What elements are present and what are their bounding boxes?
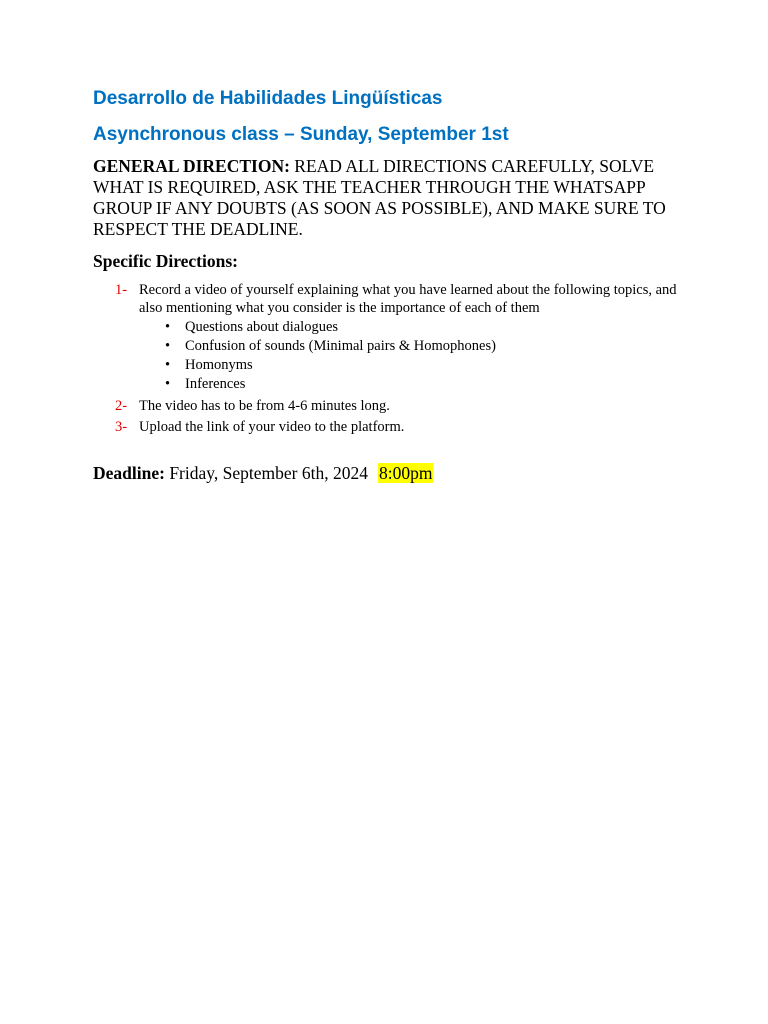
- step-number: 3-: [115, 419, 128, 435]
- general-direction-text: READ ALL DIRECTIONS CAREFULLY, SOLVE WHAT IS REQUIRED, ASK THE TEACHER THROUGH THE WHATSAPP GROUP IF ANY DOUBTS (AS SOON AS POSSIBLE), AND MAKE SURE TO RESPECT THE DEADLINE.: [93, 156, 666, 239]
- bullet-icon: •: [165, 338, 171, 354]
- topic-item: [163, 318, 683, 337]
- bullet-icon: •: [165, 376, 171, 392]
- topic-text: Questions about dialogues: [185, 319, 339, 335]
- topic-item: [163, 375, 683, 394]
- bullet-icon: •: [165, 319, 171, 335]
- bullet-icon: •: [165, 357, 171, 373]
- topic-item: [163, 337, 683, 356]
- document-subtitle: Asynchronous class – Sunday, September 1st: [93, 124, 509, 145]
- step-item: [115, 397, 683, 415]
- topic-item: [163, 356, 683, 375]
- document-page: [93, 86, 683, 502]
- step-item: [115, 418, 683, 436]
- topics-list: [139, 318, 683, 394]
- step-item: [115, 281, 683, 394]
- topic-text: Homonyms: [185, 357, 253, 373]
- topic-text: Inferences: [185, 376, 246, 392]
- deadline-line: [93, 462, 683, 484]
- general-direction-label: GENERAL DIRECTION:: [93, 156, 290, 176]
- deadline-date: Friday, September 6th, 2024: [164, 463, 368, 483]
- step-number: 1-: [115, 282, 128, 298]
- topic-text: Confusion of sounds (Minimal pairs & Homophones): [185, 338, 496, 354]
- document-title: Desarrollo de Habilidades Lingüísticas: [93, 88, 443, 109]
- step-text: The video has to be from 4-6 minutes long.: [139, 398, 390, 414]
- specific-directions-title: Specific Directions:: [93, 251, 238, 271]
- deadline-label: Deadline:: [93, 463, 165, 483]
- general-direction: [93, 156, 683, 240]
- step-number: 2-: [115, 398, 128, 414]
- step-text: Upload the link of your video to the platform.: [139, 419, 405, 435]
- steps-list: [93, 281, 683, 436]
- step-text: Record a video of yourself explaining what you have learned about the following topics, and also mentioning what you consider is the importance of each of them: [139, 282, 677, 316]
- deadline-time-highlight: 8:00pm: [378, 463, 433, 483]
